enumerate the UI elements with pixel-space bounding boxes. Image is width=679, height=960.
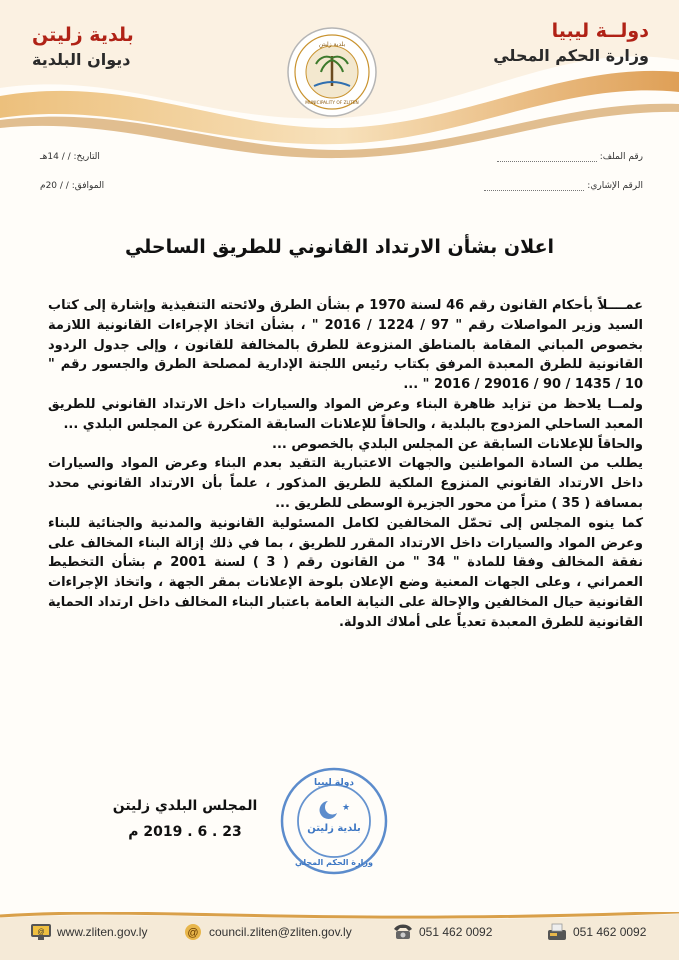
reference-number-label: الرقم الإشاري: — [587, 181, 643, 191]
announcement-body — [48, 296, 643, 633]
announcement-title: اعلان بشأن الارتداد القانوني للطريق الساحلي — [124, 236, 555, 258]
municipality-logo — [286, 26, 378, 118]
logo-text-ar: بلدية زليتن — [318, 41, 346, 48]
signatory-name: المجلس البلدي زليتن — [112, 798, 258, 814]
website-text[interactable]: www.zliten.gov.ly — [57, 925, 148, 939]
paragraph: والحاقاً للإعلانات السابقة عن المجلس البلدي بالخصوص ... — [272, 436, 643, 452]
email-icon — [182, 923, 204, 941]
hijri-date-label: التاريخ: — [73, 152, 100, 162]
hijri-date-field — [40, 152, 100, 162]
reference-number-field — [484, 181, 643, 191]
star-icon: ★ — [342, 803, 351, 813]
municipality-name: بلدية زليتن — [32, 24, 134, 46]
logo-text-en: MUNICIPALITY OF ZLITEN — [305, 101, 359, 106]
footer-phone[interactable] — [392, 923, 492, 941]
signature-block — [100, 795, 270, 847]
signature-date: 23 . 6 . 2019 م — [128, 824, 242, 840]
header-municipality — [32, 22, 134, 72]
gregorian-date-value: / / 20م — [40, 181, 69, 191]
header-ministry — [493, 18, 649, 68]
file-number-field — [497, 152, 643, 162]
telephone-icon — [392, 923, 414, 941]
office-name: ديوان البلدية — [32, 50, 131, 69]
stamp-top-text: دولة ليبيا — [314, 778, 354, 788]
paragraph: يطلب من السادة المواطنين والجهات الاعتبارية التقيد بعدم البناء وعرض المواد والسيارات داخل الارتداد القانوني المنزوع الملكية للطريق المذكور ، علماً بأن الارتداد القانوني محدد بمسافة ( 35 ) متراً من محور الجزيرة الوسطى للطريق ... — [48, 456, 643, 511]
svg-text:@: @ — [187, 927, 199, 939]
hijri-date-value: / / 14هـ — [40, 152, 71, 162]
paragraph: ولمــا يلاحظ من تزايد ظاهرة البناء وعرض المواد والسيارات داخل الارتداد القانوني للطريق المعبد الساحلي المزدوج بالبلدية ، والحاقاً للإعلانات السابقة المتكررة عن المجلس البلدي ... — [48, 396, 643, 432]
gregorian-date-label: الموافق: — [71, 181, 105, 191]
paragraph: كما ينوه المجلس إلى تحمّل المخالفين لكامل المسئولية القانونية والمدنية والجنائية للبناء وعرض المواد والسيارات داخل الارتداد المقرر للطريق ، بما في ذلك إزالة البناء المخالف على نفقة المخالف وفقا للمادة " 34 " من القانون رقم ( 3 ) لسنة 2001 م بشأن التخطيط العمراني ، وعلى الجهات المعنية وضع الإعلان بلوحة الإعلانات بمقر الجهة ، واتخاذ الإجراءات القانونية حيال المخالفين والإحالة على النيابة العامة باعتبار البناء المخالف داخل ارتداد الحماية القانونية للطرق المعبدة تعدياً على أملاك الدولة. — [48, 515, 643, 630]
footer-website[interactable] — [30, 923, 147, 941]
crescent-icon — [320, 801, 337, 819]
monitor-icon — [30, 923, 52, 941]
stamp-center-text: بلدية زليتن — [307, 823, 361, 834]
svg-text:@: @ — [37, 929, 45, 936]
phone-text[interactable]: 051 462 0092 — [419, 925, 493, 939]
ministry-name: وزارة الحكم المحلي — [493, 46, 649, 65]
fax-text[interactable]: 051 462 0092 — [573, 925, 647, 939]
stamp-bottom-text: وزارة الحكم المحلي — [295, 858, 373, 867]
paragraph: عمــــلاً بأحكام القانون رقم 46 لسنة 1970 م بشأن الطرق ولائحته التنفيذية وإشارة إلى كتاب السيد وزير المواصلات رقم " 97 / 1224 / 2016 " ، بشأن اتخاذ الإجراءات القانونية اللازمة بخصوص المباني المقامة بالمناطق المنزوعة للطرق بالمخالفة للقانون ، وإلى جدول الردود القانونية للطرق المعبدة المرفق بكتاب رئيس اللجنة الإدارية لمصلحة الطرق والجسور رقم " 10 / 1435 / 90 / 29016 / 2016 " ... — [48, 298, 644, 393]
file-number-label: رقم الملف: — [599, 152, 643, 162]
footer-fax[interactable] — [546, 923, 646, 941]
country-name: دولــة ليبيا — [551, 20, 649, 42]
official-stamp — [278, 765, 390, 877]
footer-email[interactable] — [182, 923, 352, 941]
email-text[interactable]: council.zliten@zliten.gov.ly — [209, 925, 352, 939]
fax-icon — [546, 923, 568, 941]
gregorian-date-field — [40, 181, 104, 191]
